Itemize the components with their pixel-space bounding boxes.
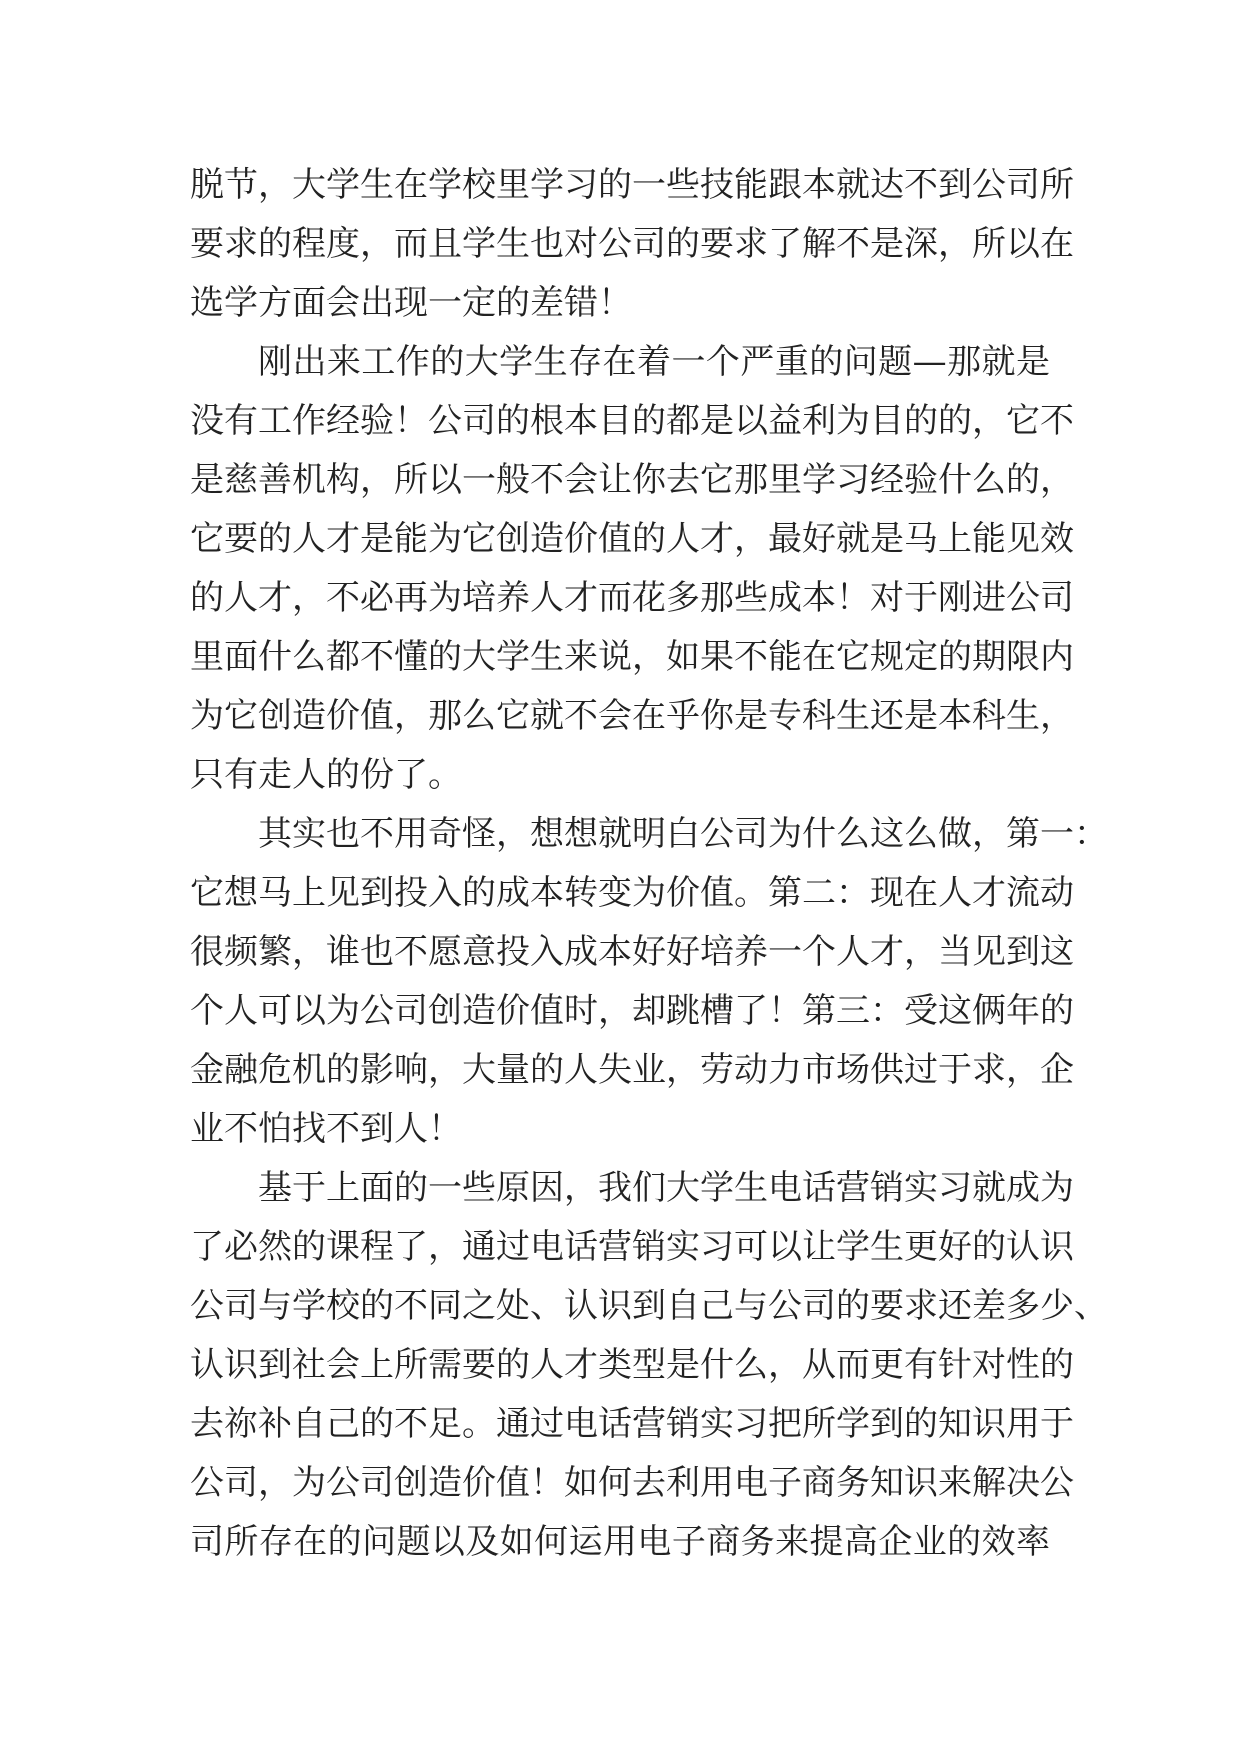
text-line: 金融危机的影响，大量的人失业，劳动力市场供过于求，企 — [190, 1050, 1074, 1090]
text-line: 为它创造价值，那么它就不会在乎你是专科生还是本科生， — [190, 696, 1074, 736]
text-line: 选学方面会出现一定的差错！ — [190, 283, 632, 323]
text-line: 的人才，不必再为培养人才而花多那些成本！对于刚进公司 — [190, 578, 1074, 618]
text-line: 认识到社会上所需要的人才类型是什么，从而更有针对性的 — [190, 1345, 1074, 1385]
text-line: 脱节，大学生在学校里学习的一些技能跟本就达不到公司所 — [190, 165, 1074, 205]
text-line: 基于上面的一些原因，我们大学生电话营销实习就成为 — [258, 1168, 1074, 1208]
text-line: 业不怕找不到人！ — [190, 1109, 462, 1149]
text-line: 刚出来工作的大学生存在着一个严重的问题—那就是 — [258, 342, 1050, 382]
text-line: 去祢补自己的不足。通过电话营销实习把所学到的知识用于 — [190, 1404, 1074, 1444]
text-line: 只有走人的份了。 — [190, 755, 462, 795]
text-line: 它要的人才是能为它创造价值的人才，最好就是马上能见效 — [190, 519, 1074, 559]
text-line: 公司与学校的不同之处、认识到自己与公司的要求还差多少、 — [190, 1286, 1108, 1326]
text-line: 没有工作经验！公司的根本目的都是以益利为目的的，它不 — [190, 401, 1074, 441]
text-line: 司所存在的问题以及如何运用电子商务来提高企业的效率 — [190, 1522, 1050, 1562]
text-line: 其实也不用奇怪，想想就明白公司为什么这么做，第一： — [258, 814, 1108, 854]
text-line: 里面什么都不懂的大学生来说，如果不能在它规定的期限内 — [190, 637, 1074, 677]
text-line: 要求的程度，而且学生也对公司的要求了解不是深，所以在 — [190, 224, 1074, 264]
text-line: 公司，为公司创造价值！如何去利用电子商务知识来解决公 — [190, 1463, 1074, 1503]
text-line: 了必然的课程了，通过电话营销实习可以让学生更好的认识 — [190, 1227, 1074, 1267]
text-line: 个人可以为公司创造价值时，却跳槽了！第三：受这俩年的 — [190, 991, 1074, 1031]
text-line: 很频繁，谁也不愿意投入成本好好培养一个人才，当见到这 — [190, 932, 1074, 972]
text-line: 是慈善机构，所以一般不会让你去它那里学习经验什么的， — [190, 460, 1074, 500]
text-line: 它想马上见到投入的成本转变为价值。第二：现在人才流动 — [190, 873, 1074, 913]
